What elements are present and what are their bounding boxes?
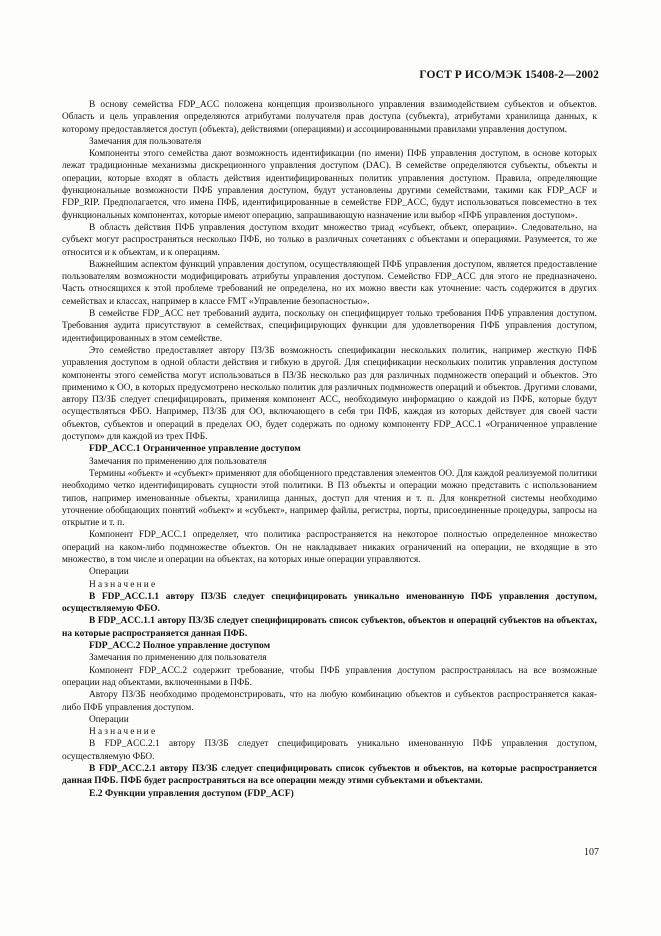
paragraph: В FDP_ACC.2.1 автору ПЗ/ЗБ следует специфицировать уникально именованную ПФБ управления доступом, осуществляемую ФБО.: [62, 739, 597, 762]
paragraph: Термины «объект» и «субъект» применяют для обобщенного представления элементов ОО. Для каждой реализуемой политики необходимо четко идентифицировать сущности этой политики. В ПЗ объекты и операции можно представить с использованием типов, например именованные объекты, хранилища данных, доступ для чтения и т. п. Для конкретной системы необходимо уточнение обобщающих понятий «объект» и «субъект», например файлы, регистры, порты, присоединенные процедуры, запросы на открытие и т. п.: [62, 468, 597, 529]
paragraph-bold: В FDP_ACC.1.1 автору ПЗ/ЗБ следует специфицировать уникально именованную ПФБ управления доступом, осуществляемую ФБО.: [62, 591, 597, 615]
section-heading-e2: Е.2 Функции управления доступом (FDP_ACF): [89, 787, 294, 799]
paragraph: В область действия ПФБ управления доступом входит множество триад «субъект, объект, операции». Следовательно, на субъект могут распространяться несколько ПФБ, но только в различных сочетаниях с объектами и операциями. Разумеется, то же относится и к объектам, и к операциям.: [62, 222, 597, 258]
application-notes-label: Замечания по применению для пользователя: [89, 456, 267, 467]
paragraph-bold: В FDP_ACC.1.1 автору ПЗ/ЗБ следует специфицировать список субъектов, объектов и операций субъектов на объектах, на которые распространяется данная ПФБ.: [62, 616, 597, 639]
user-notes-label: Замечания для пользователя: [89, 136, 202, 147]
paragraph: Важнейшим аспектом функций управления доступом, осуществляющей ПФБ управления доступом, является предоставление пользователям возможности модифицировать атрибуты управления доступом. Семейство FDP_ACC для этого не предназначено. Часть относящихся к этой проблеме требований не определена, но их можно ввести как уточнение: часть содержится в других семействах и классах, например в классе FMT «Управление безопасностью».: [62, 259, 597, 307]
paragraph: Компоненты этого семейства дают возможность идентификации (по имени) ПФБ управления доступом, в основе которых лежат традиционные механизмы дискреционного управления доступом (DAC). В семействе определяются субъекты, объекты и операции, которые входят в область действия идентифицированных политик управления доступом. Правила, определяющие функциональные возможности ПФБ управления доступом, будут установлены другими семействами, такими как FDP_ACF и FDP_RIP. Предполагается, что имена ПФБ, идентифицированные в семействе FDP_ACC, будут использоваться повсеместно в тех функциональных компонентах, которые имеют операцию, запрашивающую назначение или выбор «ПФБ управления доступом».: [62, 149, 597, 221]
assignment-label: Назначение: [89, 579, 158, 590]
operations-label: Операции: [89, 714, 129, 725]
assignment-label: Назначение: [89, 727, 158, 738]
paragraph: Это семейство предоставляет автору ПЗ/ЗБ возможность спецификации нескольких политик, например жесткую ПФБ управления доступом в одной области действия и гибкую в другой. Для спецификации нескольких политик управления доступом компоненты этого семейства могут использоваться в ПЗ/ЗБ несколько раз для различных подмножеств операций и объектов. Это применимо к ОО, в которых предусмотрено несколько политик для различных подмножеств операций и объектов. Другими словами, автору ПЗ/ЗБ следует специфицировать, применяя компонент АСС, необходимую информацию о каждой из ПФБ, которые будут осуществляться ФБО. Например, ПЗ/ЗБ для ОО, включающего в себя три ПФБ, каждая из которых действует для своей части объектов, субъектов и операций в пределах ОО, будет содержать по одному компоненту FDP_ACC.1 «Ограниченное управление доступом» для каждой из трех ПФБ.: [62, 345, 597, 443]
operations-label: Операции: [89, 567, 129, 578]
paragraph-intro: В основу семейства FDP_ACC положена концепция произвольного управления взаимодействием субъектов и объектов. Область и цель управления определяются атрибутами получателя прав доступа (субъекта), атрибутами хранилища данных, к которому предоставляется доступ (объекта), действиями (операциями) и ассоциированными правилами управления доступом.: [62, 100, 597, 135]
paragraph: Компонент FDP_ACC.2 содержит требование, чтобы ПФБ управления доступом распространялась на все возможные операции над объектами, включенными в ПФБ.: [62, 665, 597, 688]
document-body: [62, 99, 597, 800]
paragraph: В семействе FDP_ACC нет требований аудита, поскольку он специфицирует только требования ПФБ управления доступом. Требования аудита присутствуют в семействах, специфицирующих функции для удовлетворения ПФБ управления доступом, идентифицированных в этом семействе.: [62, 309, 597, 344]
document-code-header: ГОСТ Р ИСО/МЭК 15408-2—2002: [419, 69, 599, 81]
application-notes-label: Замечания по применению для пользователя: [89, 653, 267, 664]
paragraph-bold: В FDP_ACC.2.1 автору ПЗ/ЗБ следует специфицировать список субъектов и объектов, на которые распространяется данная ПФБ. ПФБ будет распространяться на все операции между этими субъектами и объектами.: [62, 764, 597, 787]
paragraph: Автору ПЗ/ЗБ необходимо продемонстрировать, что на любую комбинацию объектов и субъектов распространяется какая-либо ПФБ управления доступом.: [62, 690, 597, 713]
page-number: 107: [584, 847, 599, 858]
section-heading-fdp-acc-1: FDP_ACC.1 Ограниченное управление доступом: [89, 443, 301, 455]
section-heading-fdp-acc-2: FDP_ACC.2 Полное управление доступом: [89, 640, 271, 652]
paragraph: Компонент FDP_ACC.1 определяет, что политика распространяется на некоторое полностью определенное множество операций на каком-либо подмножестве объектов. Он не накладывает никаких ограничений на операции, не входящие в это множество, в том числе и операции на объектах, на которых иные операции управляются.: [62, 530, 597, 565]
